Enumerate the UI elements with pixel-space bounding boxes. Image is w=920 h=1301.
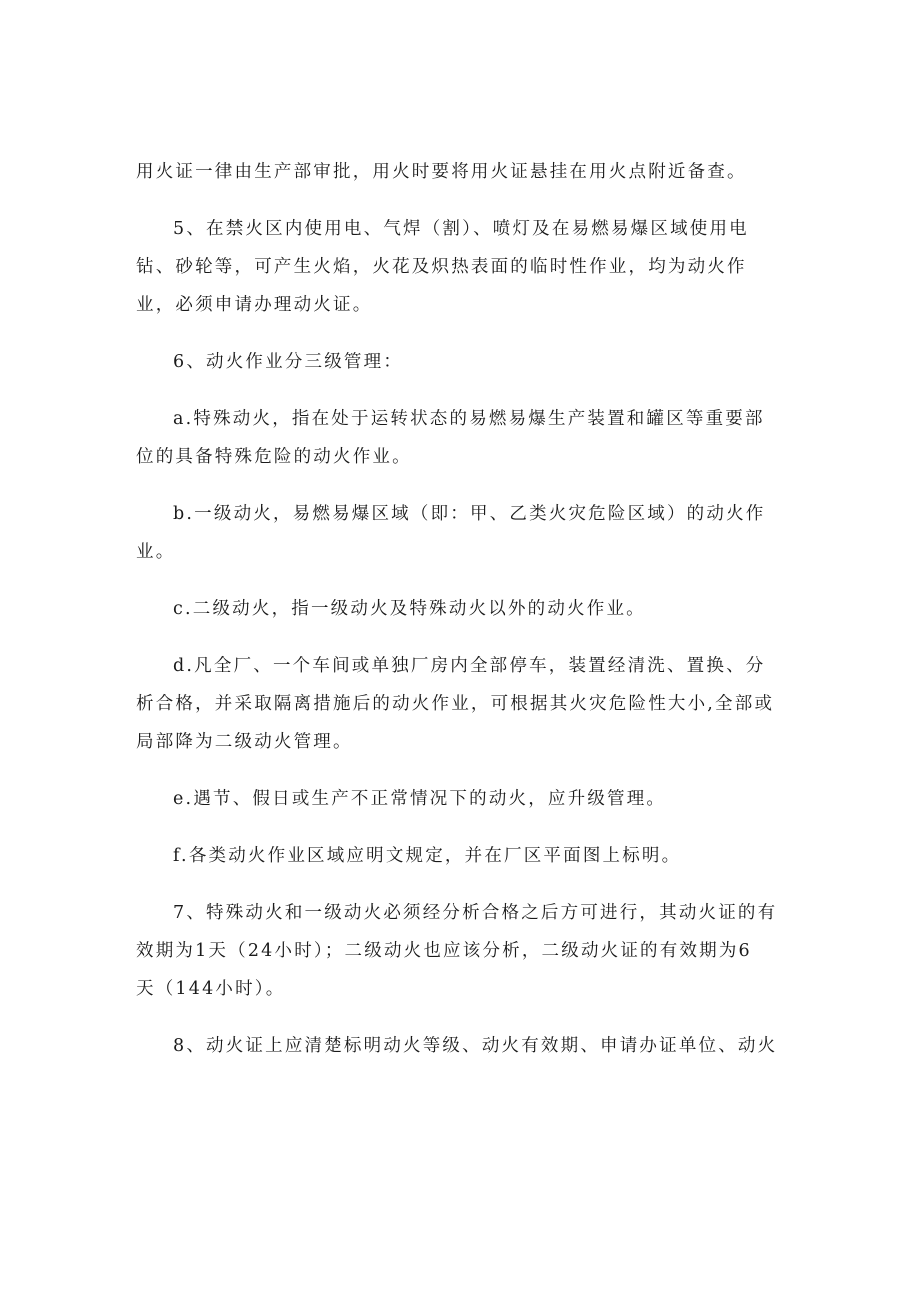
paragraph-item-6f: f.各类动火作业区域应明文规定，并在厂区平面图上标明。: [173, 846, 682, 866]
paragraph-item-6e: e.遇节、假日或生产不正常情况下的动火，应升级管理。: [173, 789, 667, 809]
paragraph-item-6a: a.特殊动火，指在处于运转状态的易燃易爆生产装置和罐区等重要部 位的具备特殊危险的动火作业。: [136, 409, 765, 467]
paragraph-item-5: 5、在禁火区内使用电、气焊（割）、喷灯及在易燃易爆区域使用电 钻、砂轮等，可产生火焰，火花及炽热表面的临时性作业，均为动火作 业，必须申请办理动火证。: [136, 219, 749, 315]
document-body: [136, 153, 798, 1084]
paragraph-item-6b: b.一级动火，易燃易爆区域（即：甲、乙类火灾危险区域）的动火作 业。: [136, 504, 766, 562]
paragraph-item-8: 8、动火证上应清楚标明动火等级、动火有效期、申请办证单位、动火: [173, 1036, 778, 1056]
paragraph-continuation: 用火证一律由生产部审批，用火时要将用火证悬挂在用火点附近备查。: [136, 162, 747, 182]
paragraph-item-6: 6、动火作业分三级管理：: [173, 352, 404, 372]
paragraph-item-7: 7、特殊动火和一级动火必须经分析合格之后方可进行，其动火证的有 效期为1天（24小时）；二级动火也应该分析，二级动火证的有效期为6 天（144小时）。: [136, 903, 778, 999]
paragraph-item-6d: d.凡全厂、一个车间或单独厂房内全部停车，装置经清洗、置换、分 析合格，并采取隔离措施后的动火作业，可根据其火灾危险性大小,全部或 局部降为二级动火管理。: [136, 656, 775, 752]
paragraph-item-6c: c.二级动火，指一级动火及特殊动火以外的动火作业。: [173, 599, 646, 619]
